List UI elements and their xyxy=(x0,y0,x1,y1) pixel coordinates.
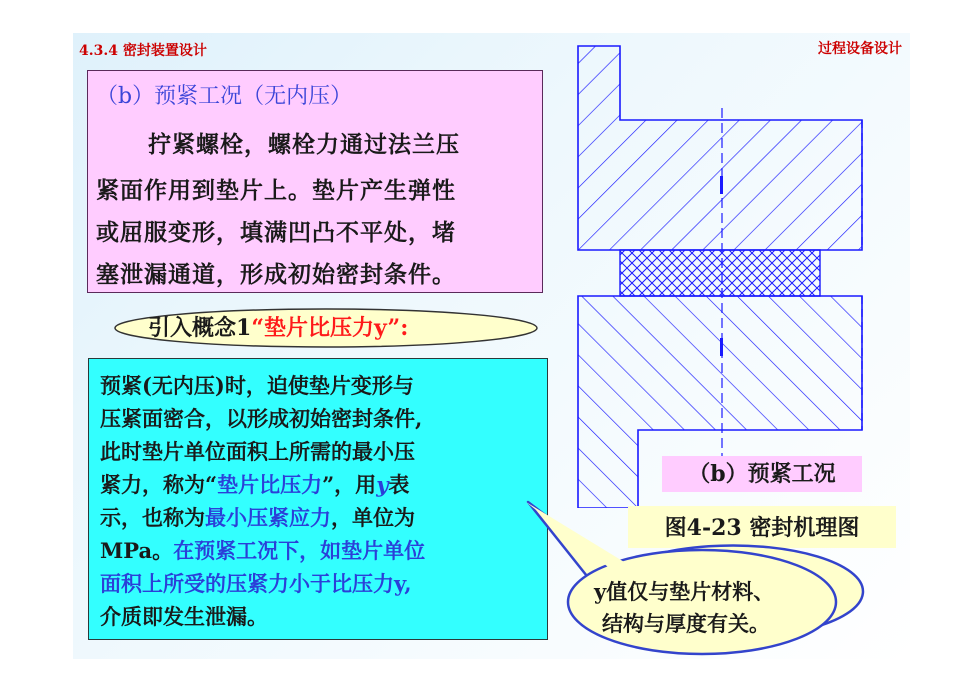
text-segment: 示，也称为 xyxy=(100,505,205,530)
cyan-line-8: 介质即发生泄漏。 xyxy=(100,604,268,629)
symbol-y: y xyxy=(376,472,389,497)
text-segment: 紧力，称为“ xyxy=(100,472,218,497)
text-segment: ，单位为 xyxy=(331,505,415,530)
term-min-stress: 最小压紧应力 xyxy=(205,505,331,530)
cyan-line-7: 面积上所受的压紧力小于比压力y, xyxy=(100,571,412,596)
cyan-line-2: 压紧面密合，以形成初始密封条件, xyxy=(100,406,423,431)
figure-caption: 图4-23 密封机理图 xyxy=(628,506,896,548)
pink-box-title: （b）预紧工况（无内压） xyxy=(96,84,353,109)
text-segment: ”，用 xyxy=(322,472,377,497)
pink-line-2: 紧面作用到垫片上。垫片产生弹性 xyxy=(96,177,456,204)
diagram-label: （b）预紧工况 xyxy=(662,456,862,492)
callout-line-2: 结构与厚度有关。 xyxy=(602,611,770,636)
pink-line-4: 塞泄漏通道，形成初始密封条件。 xyxy=(96,261,456,288)
concept-highlight: “垫片比压力y”: xyxy=(251,315,409,341)
cyan-line-5 xyxy=(100,502,415,532)
seal-mechanism-diagram xyxy=(572,38,872,508)
cyan-line-1: 预紧(无内压)时，迫使垫片变形与 xyxy=(100,373,414,398)
callout-line-1: y值仅与垫片材料、 xyxy=(594,579,775,604)
pink-line-1: 拧紧螺栓，螺栓力通过法兰压 xyxy=(148,131,460,158)
concept-prefix: 引入概念1 xyxy=(148,315,252,341)
term-gasket-pressure: 垫片比压力 xyxy=(217,472,323,497)
cyan-line-4 xyxy=(100,469,409,499)
text-segment-blue: 在预紧工况下，如垫片单位 xyxy=(173,538,426,563)
text-segment: 表 xyxy=(388,472,410,497)
cyan-line-6 xyxy=(100,535,425,565)
section-header: 4.3.4 密封装置设计 xyxy=(79,43,207,59)
text-segment: MPa。 xyxy=(100,538,174,563)
cyan-line-3: 此时垫片单位面积上所需的最小压 xyxy=(100,439,415,464)
concept-label xyxy=(148,311,408,342)
course-title: 过程设备设计 xyxy=(818,41,902,57)
pink-line-3: 或屈服变形，填满凹凸不平处，堵 xyxy=(96,219,456,246)
